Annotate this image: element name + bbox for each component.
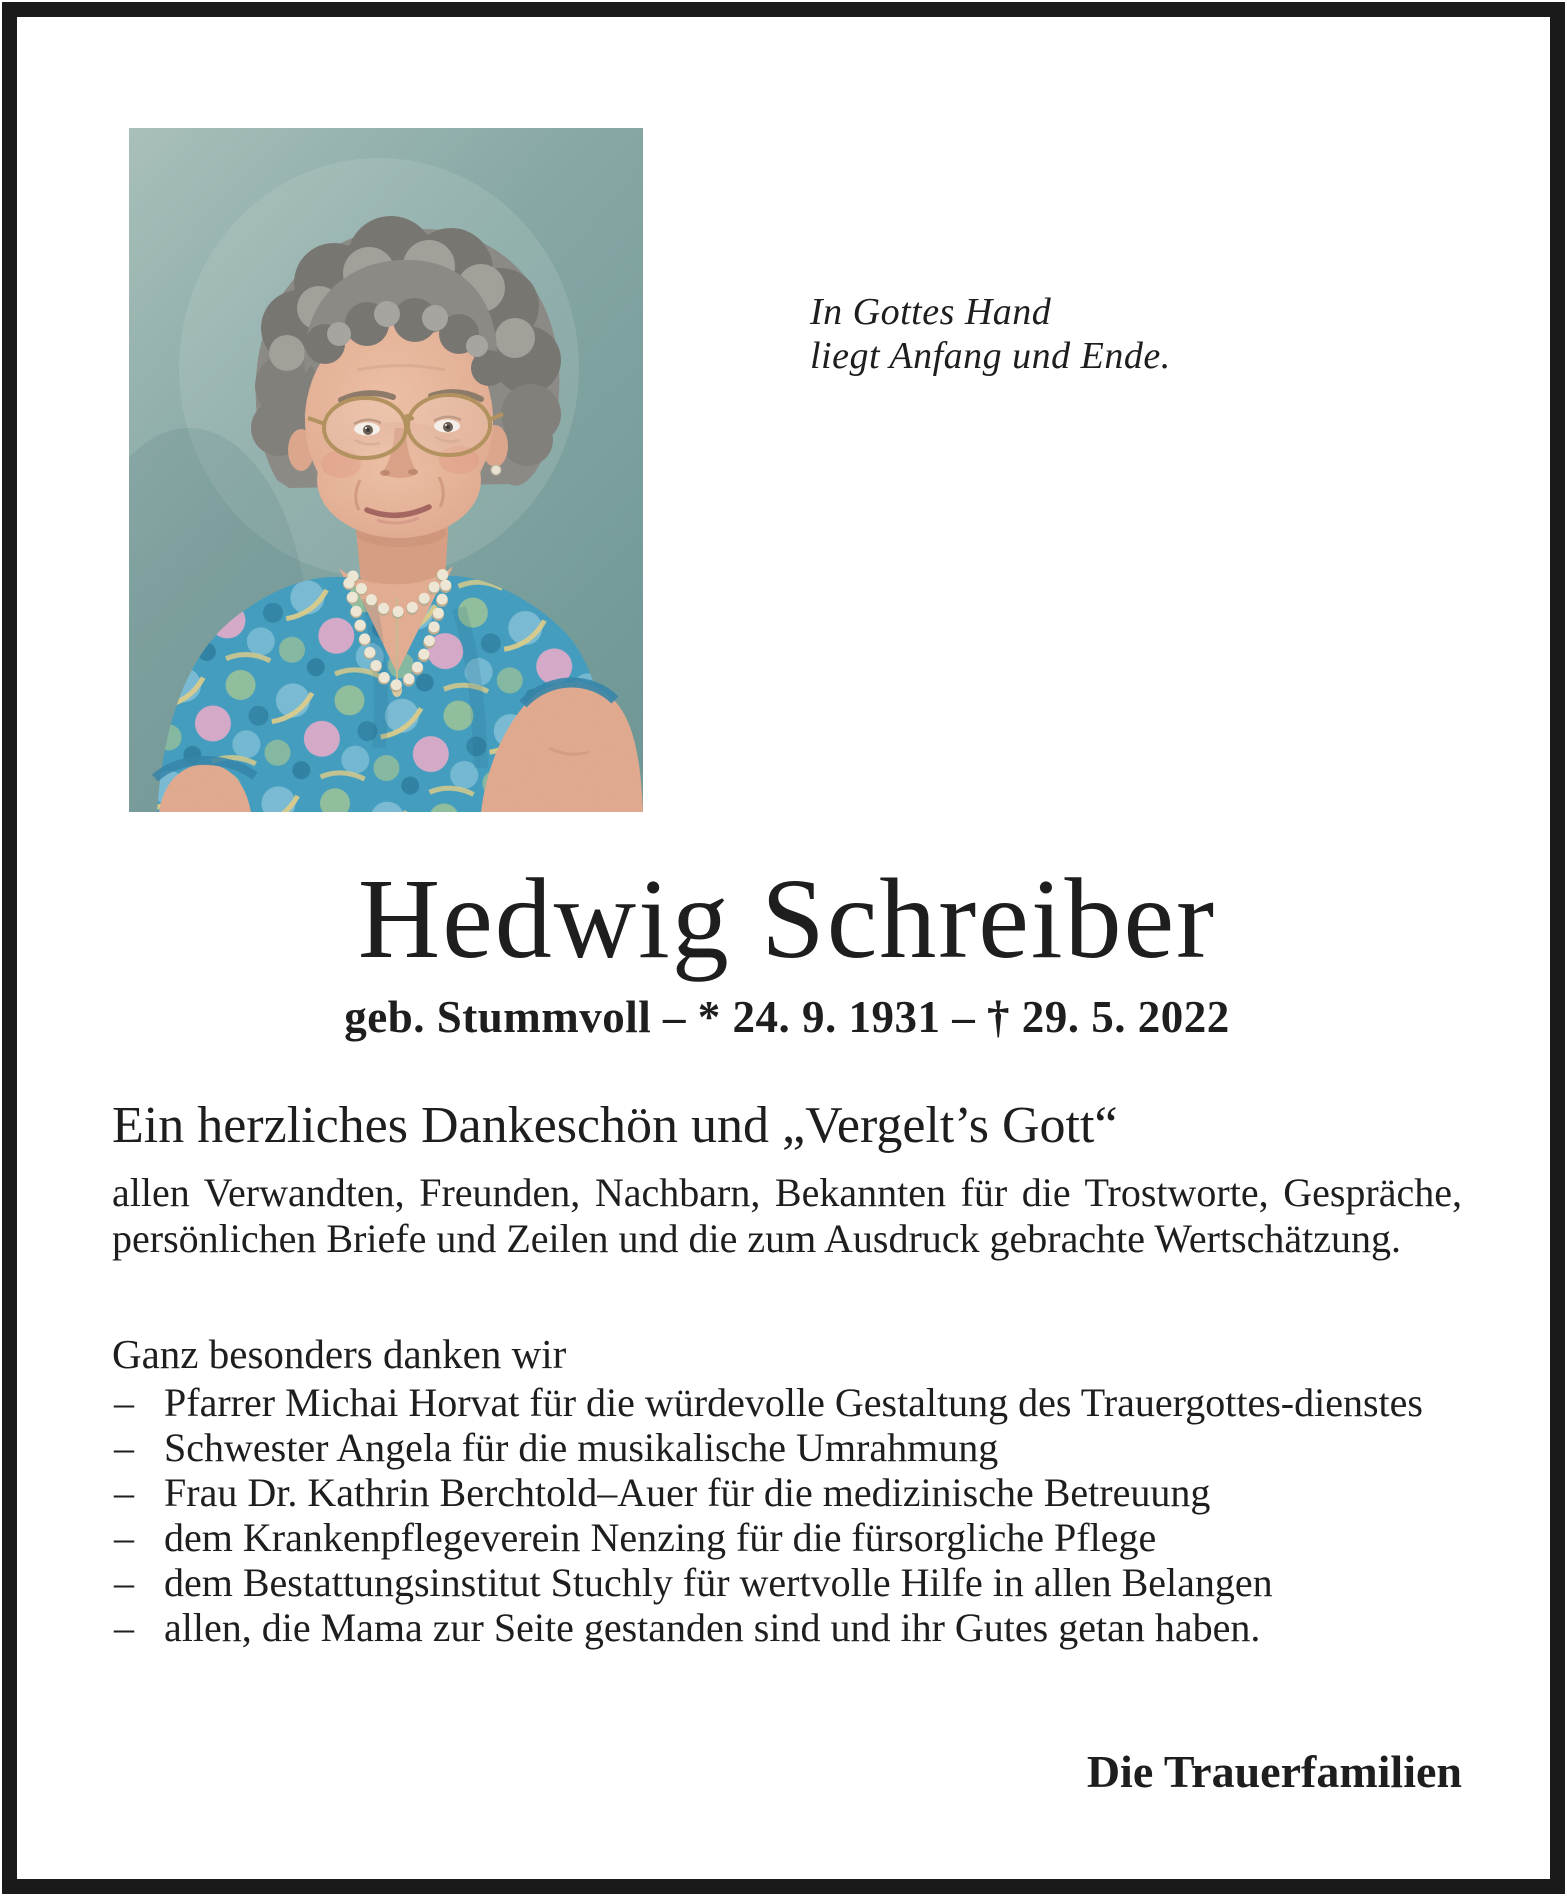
thanks-intro: allen Verwandten, Freunden, Nachbarn, Bekannten für die Trostworte, Gespräche, persönlichen Briefe und Zeilen und die zum Ausdruck gebrachte Wertschätzung. xyxy=(112,1170,1462,1261)
list-item xyxy=(112,1425,1462,1470)
list-item-text: dem Krankenpflegeverein Nenzing für die fürsorgliche Pflege xyxy=(164,1515,1157,1560)
epigraph-line1: In Gottes Hand xyxy=(810,291,1052,333)
list-item xyxy=(112,1560,1462,1605)
list-item xyxy=(112,1515,1462,1560)
list-item xyxy=(112,1380,1462,1425)
list-item xyxy=(112,1605,1462,1650)
list-item-text: Schwester Angela für die musikalische Umrahmung xyxy=(164,1425,999,1470)
epigraph xyxy=(810,290,1171,378)
list-item-text: allen, die Mama zur Seite gestanden sind und ihr Gutes getan haben. xyxy=(164,1605,1261,1650)
birth-death-line: geb. Stummvoll – * 24. 9. 1931 – † 29. 5. 2022 xyxy=(344,992,1230,1042)
list-item xyxy=(112,1470,1462,1515)
dash-marker: – xyxy=(114,1470,134,1515)
dash-marker: – xyxy=(114,1380,134,1425)
dash-marker: – xyxy=(114,1560,134,1605)
list-item-text: dem Bestattungsinstitut Stuchly für wertvolle Hilfe in allen Belangen xyxy=(164,1560,1273,1605)
portrait-photo xyxy=(129,128,643,812)
thanks-heading: Ein herzliches Dankeschön und „Vergelt’s Gott“ xyxy=(112,1097,1118,1154)
epigraph-line2: liegt Anfang und Ende. xyxy=(810,335,1171,377)
list-item-text: Pfarrer Michai Horvat für die würdevolle Gestaltung des Trauergottes-dienstes xyxy=(164,1380,1423,1425)
portrait-photo-illustration xyxy=(129,128,643,812)
deceased-name: Hedwig Schreiber xyxy=(357,855,1217,982)
list-item-text: Frau Dr. Kathrin Berchtold–Auer für die medizinische Betreuung xyxy=(164,1470,1211,1515)
dash-marker: – xyxy=(114,1515,134,1560)
dash-marker: – xyxy=(114,1605,134,1650)
special-thanks-list xyxy=(112,1380,1462,1650)
signature: Die Trauerfamilien xyxy=(1086,1746,1462,1797)
special-thanks-label: Ganz besonders danken wir xyxy=(112,1331,567,1377)
dash-marker: – xyxy=(114,1425,134,1470)
